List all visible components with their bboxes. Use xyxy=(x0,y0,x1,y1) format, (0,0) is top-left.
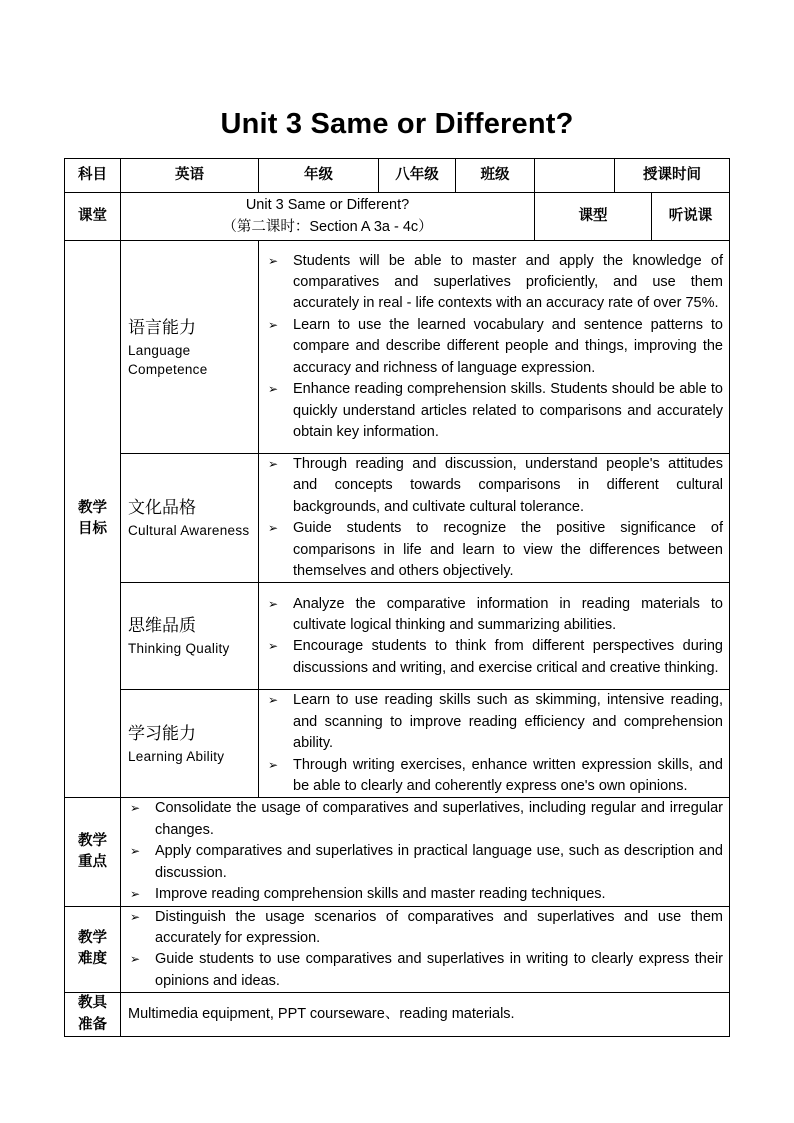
difficulties xyxy=(121,906,730,993)
arrow-bullet-icon: ➢ xyxy=(130,909,141,924)
list-item: ➢ Through writing exercises, enhance written expression skills, and be able to clearly and coherently express one's own opinions. xyxy=(268,756,723,795)
objective-row-thinking xyxy=(65,583,730,690)
list-item: ➢ Enhance reading comprehension skills. Students should be able to quickly understand articles related to comparisons and accurately obtain key information. xyxy=(268,381,723,440)
list-item: ➢ Analyze the comparative information in reading materials to cultivate logical thinking and summarizing abilities. xyxy=(268,595,723,634)
grade-label: 年级 xyxy=(259,159,379,193)
arrow-bullet-icon: ➢ xyxy=(130,801,141,816)
list-item: ➢ Distinguish the usage scenarios of comparatives and superlatives and use them accurately for expression. xyxy=(130,908,723,946)
lesson-title: Unit 3 Same or Different? xyxy=(245,197,410,214)
domain-points xyxy=(259,583,730,690)
arrow-bullet-icon: ➢ xyxy=(268,457,279,471)
list-item: ➢ Guide students to recognize the positive significance of comparisons in life and learn to view the differences between themselves and others objectively. xyxy=(268,520,723,580)
domain-en: Thinking Quality xyxy=(128,641,230,657)
tools-text: Multimedia equipment, PPT courseware、reading materials. xyxy=(121,993,730,1037)
key-points-row xyxy=(65,798,730,906)
objective-row-language xyxy=(65,241,730,454)
time-label: 授课时间 xyxy=(615,159,730,193)
domain-en: Language Competence xyxy=(128,342,208,377)
objectives-label xyxy=(65,241,121,798)
list-item: ➢ Learn to use reading skills such as skimming, intensive reading, and scanning to improve reading efficiency and comprehension ability. xyxy=(268,692,723,752)
arrow-bullet-icon: ➢ xyxy=(268,596,279,611)
subject-value: 英语 xyxy=(121,159,259,193)
arrow-bullet-icon: ➢ xyxy=(268,521,279,536)
domain-language xyxy=(121,241,259,454)
lesson-plan-table xyxy=(64,158,730,1037)
domain-cultural xyxy=(121,454,259,583)
tools-row xyxy=(65,993,730,1037)
key-points-label: 教学重点 xyxy=(65,798,121,906)
arrow-bullet-icon: ➢ xyxy=(268,253,279,268)
lesson-type-value: 听说课 xyxy=(652,193,730,241)
domain-zh: 思维品质 xyxy=(128,616,196,636)
objectives-label-text: 教学目标 xyxy=(78,499,107,538)
list-item: ➢ Through reading and discussion, understand people's attitudes and concepts towards comparisons in different cultural backgrounds, and cultivate cultural tolerance. xyxy=(268,456,723,515)
arrow-bullet-icon: ➢ xyxy=(130,844,141,859)
key-points xyxy=(121,798,730,906)
arrow-bullet-icon: ➢ xyxy=(268,639,279,654)
domain-en: Learning Ability xyxy=(128,748,225,764)
lesson-label: 课堂 xyxy=(65,193,121,241)
domain-points xyxy=(259,241,730,454)
lesson-type-label: 课型 xyxy=(535,193,652,241)
list-item: ➢ Encourage students to think from different perspectives during discussions and writing, and exercise critical and creative thinking. xyxy=(268,638,723,676)
arrow-bullet-icon: ➢ xyxy=(268,757,279,772)
class-value xyxy=(535,159,615,193)
arrow-bullet-icon: ➢ xyxy=(268,317,279,332)
domain-points xyxy=(259,690,730,798)
list-item: ➢ Apply comparatives and superlatives in practical language use, such as description and discussion. xyxy=(130,843,723,881)
subject-label: 科目 xyxy=(65,159,121,193)
arrow-bullet-icon: ➢ xyxy=(268,693,279,708)
domain-points xyxy=(259,454,730,583)
grade-value: 八年级 xyxy=(379,159,456,193)
domain-en: Cultural Awareness xyxy=(128,523,250,539)
domain-zh: 语言能力 xyxy=(128,317,196,337)
arrow-bullet-icon: ➢ xyxy=(130,887,141,902)
objective-row-learning xyxy=(65,690,730,798)
objective-row-cultural xyxy=(65,454,730,583)
lesson-section: （第二课时：Section A 3a - 4c） xyxy=(222,218,433,235)
list-item: ➢ Consolidate the usage of comparatives and superlatives, including regular and irregular changes. xyxy=(130,800,723,838)
list-item: ➢ Guide students to use comparatives and superlatives in writing to clearly express their opinions and ideas. xyxy=(130,951,723,989)
list-item: ➢ Students will be able to master and apply the knowledge of comparatives and superlatives proficiently, and use them accurately in real - life contexts with an accuracy rate of over 75%. xyxy=(268,252,723,312)
list-item: ➢ Improve reading comprehension skills and master reading techniques. xyxy=(126,884,723,905)
tools-label: 教具准备 xyxy=(65,993,121,1037)
lesson-row xyxy=(65,193,730,241)
document-title: Unit 3 Same or Different? xyxy=(220,108,574,140)
arrow-bullet-icon: ➢ xyxy=(268,382,279,397)
class-label: 班级 xyxy=(456,159,535,193)
difficulties-label: 教学难度 xyxy=(65,906,121,993)
domain-learning xyxy=(121,690,259,798)
domain-zh: 学习能力 xyxy=(128,723,196,743)
header-row xyxy=(65,159,730,193)
list-item: ➢ Learn to use the learned vocabulary and sentence patterns to compare and describe different people and things, improving the accuracy and richness of language expression. xyxy=(268,316,723,376)
domain-thinking xyxy=(121,583,259,690)
lesson-title-cell xyxy=(121,193,535,241)
difficulties-row xyxy=(65,906,730,993)
domain-zh: 文化品格 xyxy=(128,498,196,518)
arrow-bullet-icon: ➢ xyxy=(130,952,141,967)
